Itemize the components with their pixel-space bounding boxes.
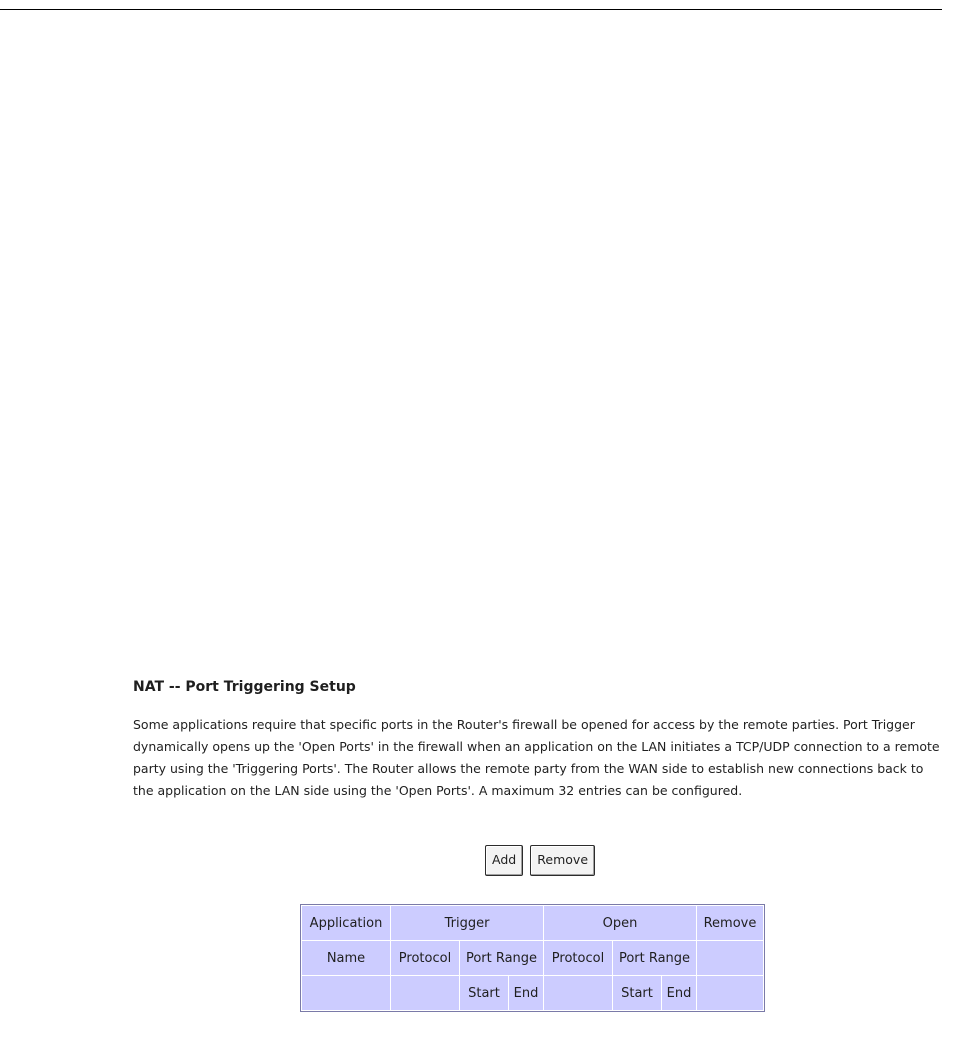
page-title: NAT -- Port Triggering Setup [133, 679, 356, 695]
header-open-protocol: Protocol [544, 941, 612, 975]
header-open-end: End [662, 976, 696, 1010]
table-header-row-3 [302, 976, 763, 1010]
header-open: Open [544, 906, 696, 940]
header-open-port-range: Port Range [613, 941, 696, 975]
port-triggering-table [300, 904, 765, 1012]
table-header-row-1 [302, 906, 763, 940]
header-remove: Remove [697, 906, 763, 940]
header-application: Application [302, 906, 390, 940]
page-description: Some applications require that specific ports in the Router's firewall be opened for access by the remote parties. Port Trigger dynamically opens up the 'Open Ports' in the firewall when an application on the LAN initiates a TCP/UDP connection to a remote party using the 'Triggering Ports'. The Router allows the remote party from the WAN side to establish new connections back to the application on the LAN side using the 'Open Ports'. A maximum 32 entries can be configured. [133, 717, 940, 798]
header-trigger-start: Start [460, 976, 508, 1010]
table-header-row-2 [302, 941, 763, 975]
header-remove-empty [697, 941, 763, 975]
header-empty-2 [391, 976, 459, 1010]
header-empty-3 [544, 976, 612, 1010]
header-trigger-protocol: Protocol [391, 941, 459, 975]
header-empty-4 [697, 976, 763, 1010]
header-trigger: Trigger [391, 906, 543, 940]
top-divider [0, 9, 942, 10]
remove-button[interactable]: Remove [530, 845, 595, 876]
action-buttons [0, 845, 953, 876]
header-trigger-port-range: Port Range [460, 941, 543, 975]
header-empty-1 [302, 976, 390, 1010]
header-trigger-end: End [509, 976, 543, 1010]
add-button[interactable]: Add [485, 845, 523, 876]
header-name: Name [302, 941, 390, 975]
header-open-start: Start [613, 976, 661, 1010]
